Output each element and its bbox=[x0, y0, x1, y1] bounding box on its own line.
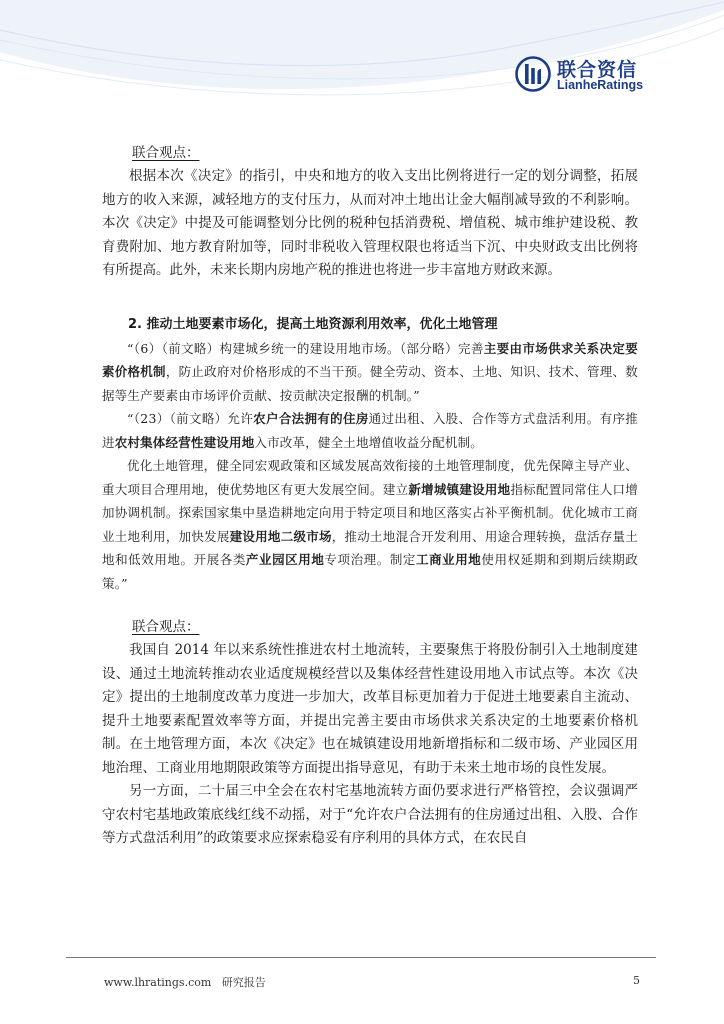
body-paragraph: 我国自 2014 年以来系统性推进农村土地流转，主要聚焦于将股份制引入土地制度建设、通过土地流转推动农业适度规模经营以及集体经营性建设用地入市试点等。本次《决定》提出的土地制度改革力度进一步加大，改革目标更加着力于促进土地要素自主流动、提升土地要素配置效率等方面，并提出完善主要由市场供求关系决定的土地要素价格机制。在土地管理方面，本次《决定》也在城镇建设用地新增指标和二级市场、产业园区用地治理、工商业用地期限政策等方面提出指导意见，有助于未来土地市场的良性发展。 bbox=[102, 642, 638, 776]
body-paragraph: 另一方面，二十届三中全会在农村宅基地流转方面仍要求进行严格管控，会议强调严守农村宅基地政策底线红线不动摇，对于“允许农户合法拥有的住房通过出租、入股、合作等方式盘活利用”的政策要求应探索稳妥有序利用的具体方式，在农民自 bbox=[102, 783, 638, 846]
lianhe-logo-icon bbox=[515, 56, 551, 92]
footer-divider bbox=[66, 957, 656, 958]
section-label: 联合观点： bbox=[132, 145, 200, 161]
highlight-text: 农户合法拥有的住房 bbox=[253, 411, 369, 426]
policy-quote: “（23）（前文略）允许农户合法拥有的住房通过出租、入股、合作等方式盘活利用。有序推进农村集体经营性建设用地入市改革，健全土地增值收益分配机制。 bbox=[102, 411, 638, 450]
company-logo bbox=[515, 56, 695, 96]
section-label: 联合观点： bbox=[132, 619, 200, 635]
header-decoration bbox=[0, 0, 724, 110]
body-paragraph: 根据本次《决定》的指引，中央和地方的收入支出比例将进行一定的划分调整，拓展地方的收入来源，减轻地方的支付压力，从而对冲土地出让金大幅削减导致的不利影响。本次《决定》中提及可能调整划分比例的税种包括消费税、增值税、城市维护建设税、教育费附加、地方教育附加等，同时非税收入管理权限也将适当下沉、中央财政支出比例将有所提高。此外，未来长期内房地产税的推进也将进一步丰富地方财政来源。 bbox=[102, 168, 638, 278]
report-body bbox=[102, 141, 638, 851]
highlight-text: 主要由市场供求关系决定要素价格机制 bbox=[102, 340, 638, 379]
highlight-text: 新增城镇建设用地 bbox=[408, 481, 511, 497]
logo-name-cn: 联合资信 bbox=[557, 59, 638, 81]
policy-quote: “（6）（前文略）构建城乡统一的建设用地市场。（部分略）完善主要由市场供求关系决定要素价格机制，防止政府对价格形成的不当干预。健全劳动、资本、土地、知识、技术、管理、数据等生产要素由市场评价贡献、按贡献决定报酬的机制。” bbox=[102, 340, 638, 403]
logo-name-en: LianheRatings bbox=[557, 78, 644, 92]
footer-website: www.lhratings.com bbox=[104, 976, 212, 989]
footer-source bbox=[104, 974, 266, 990]
section-heading: 2. 推动土地要素市场化，提高土地资源利用效率，优化土地管理 bbox=[128, 316, 498, 332]
policy-quote: 优化土地管理，健全同宏观政策和区域发展高效衔接的土地管理制度，优先保障主导产业、重大项目合理用地，使优势地区有更大发展空间。建立新增城镇建设用地指标配置同常住人口增加协调机制。探索国家集中垦造耕地定向用于特定项目和地区落实占补平衡机制。优化城市工商业土地利用，加快发展建设用地二级市场，推动土地混合开发利用、用途合理转换，盘活存量土地和低效用地。开展各类产业园区用地专项治理。制定工商业用地使用权延期和到期后续期政策。” bbox=[102, 458, 639, 591]
highlight-text: 建设用地二级市场 bbox=[229, 528, 332, 544]
highlight-text: 工商业用地 bbox=[415, 552, 482, 567]
section2 bbox=[102, 313, 638, 851]
highlight-text: 农村集体经营性建设用地 bbox=[114, 434, 255, 450]
section1 bbox=[102, 141, 638, 283]
highlight-text: 产业园区用地 bbox=[245, 552, 325, 567]
footer-report-type: 研究报告 bbox=[221, 976, 266, 989]
page-number: 5 bbox=[633, 974, 640, 987]
